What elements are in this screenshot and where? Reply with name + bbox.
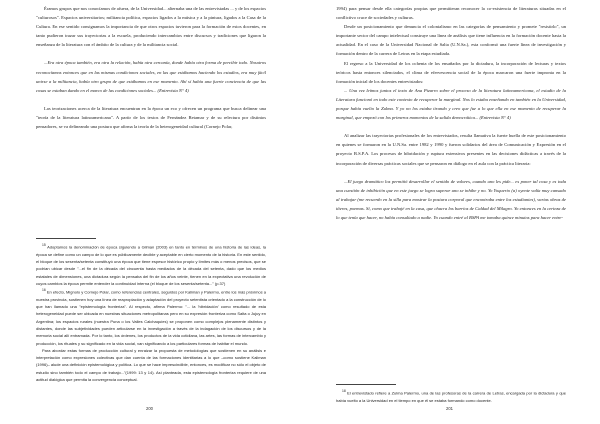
footnote-18: $^{18}$ El entrevistado refiere a Zulma Palermo, una de las profesoras de la carrera de Letras, encargada por la dictadura y que había vuelto a la Universidad en el tiempo en que él se estaba formando como docente.: [336, 389, 566, 403]
right-main-text: [336, 4, 566, 222]
left-paragraph-1: Éramos grupos que nos conocíamos de afuera, de la Universidad... alternaba una de las entrevistadas ... y de los espacios "culturosos". Espacios universitarios; militancia política, espacios ligados a la música y a la pintura, ligados a la Casa de la Cultura. En ese sentido consignamos la importancia de que otros espacios tuvieron para la formación de estos docentes, en tanto pudieron trazar sus trayectorias a la escuela, produciendo intercambios entre discursos y tradiciones que ligaron la enseñanza de la literatura con el ámbito de la cultura y de la militancia social.: [36, 6, 266, 48]
right-page-number: 201: [446, 406, 453, 411]
left-footnotes: [36, 242, 266, 383]
right-interview-quote-1: ... Una vez leímos juntos el texto de Ana Pizarro sobre el proceso de la literatura latinoamericana, el estudio de la Literatura funcionó en todo este contexto de recuperar la marginal. Nos lo estaba enseñando en también en la Universidad, porque había vuelto la Zulma. Y yo no los estaba tirando y creo que fue a lo que ella en ese momento de recuperar la marginal, que empezó con los primeros momentos de la salida democrática... (Entrevista N° 4): [336, 87, 566, 121]
footnote-15: $^{15}$ Adoptamos la denominación de época siguiendo a Gilman (2003) en tanto en términos de una historia de las ideas, la época se define como un campo de lo que es públicamente decible y aceptable en cierto momento de la historia. En este sentido, el bloque de los sesenta/setenta constituyó una época que tiene espesor histórico propio y límites más o menos precisos, que se podrían ubicar desde "...el fin de la década del cincuenta hasta mediados de la década del setenta, dado que los medios estatales de dimensiones, una dictadura según la pensaba del fin de los años veinte, tienen en la expectativa una revolución de cuyos cambios la época permite entender la continuidad interna (el bloque de los sesenta/setenta..." (p.37): [36, 243, 266, 286]
right-page: [300, 0, 600, 424]
left-footnote-rule: [36, 238, 96, 239]
footnote-16-continuation: Para abordar estas formas de producción cultural y enraizar la propuesta de metodologías que sostienen en su análisis e interpretación como expresiones colectivas que dan cuenta de las formaciones identitarias a lo que –como sostiene Kaliman (1996)– alude una definición epistemológica y política. Lo que se hace imprescindible, entonces, es modificar no sólo el objeto de estudio sino también todo el campo de trabajo..."(1999: 13 y 14). Así planteada, esta epistemología fronteriza requiere de una actitud dialógica que permita la convergencia conceptual.: [36, 347, 266, 382]
right-paragraph-2: Desde un posicionamiento que denuncia el colonialismo en las categorías de pensamiento y promete "resistirlo", un importante sector del campo intelectual construye una línea de análisis que tiene influencia en la formación docente hasta la actualidad. En el caso de la Universidad Nacional de Salta (U.N.Sa.), esta conformó una fuerte línea de investigación y formación dentro de la carrera de Letras en la etapa estudiada.: [336, 24, 566, 57]
left-main-text: [36, 4, 266, 131]
right-interview-quote-2: ...El juego dramático los permitió desarrollar el sentido de valores, cuando uno les pide... es poner tal cosa y es toda una cuestión de inhibición que en este juego se logra superar uno se inhibe y no. Yo Yoquerio (a) oyente valía muy cansado al trabajar (me recuerdo en la silla para mostrar la postura corporal que encontraba entre los estudiantes), varias obras de títeres, poemas. Sí, como que trabajé en la casa, que chacra los barrios de Caldad del Milagro. Yo entonces en la certeza de lo que tenía que hacer, no había consultado a nadie. Yo cuando entré al BSPA me tomaba quince minutos para hacer entre-: [336, 178, 566, 220]
right-paragraph-4: Al analizar las trayectorias profesionales de los entrevistados, resulta llamativa la fuerte huella de este posicionamiento en quienes se formaron en la U.N.Sa. entre 1982 y 1990 y fueron solidarios del área de Comunicación y Expresión en el proyecto B.S.P.A. Los procesos de hibridación y ruptura extensivos presentes en las decisiones didácticas a través de la incorporación de diversas prácticas sociales que se pensaron en diálogo en el aula con la práctica literaria:: [336, 133, 566, 166]
right-footnotes: [336, 388, 566, 404]
right-paragraph-3: El regreso a la Universidad de los ochenta de los ensañados por la dictadura, la incorporación de lecturas y textos teóricos hasta entonces silenciados, el clima de efervescencia social de la época marcaron una fuerte impronta en la formación inicial de los docentes entrevistados:: [336, 60, 566, 84]
left-interview-quote: ...Era otra época también, era otra la relación, había otra cercanía, donde había otra forma de percibir todo. Nosotros reconocíamos entonces que en las mismas condiciones sociales, en las que estábamos haciendo los estudios, era muy fácil unirse a la militancia, había otro grupo de que estábamos en ese momento. Ahí sí había una fuerte conciencia de que las cosas se estaban dando en el marco de las condiciones sociales... (Entrevista N° 4): [36, 60, 266, 93]
right-footnote-rule: [336, 384, 396, 385]
footnote-16: $^{16}$ En efecto, Mignolo y Cornejo Polar, como referencias centrales, seguidos por Kaliman y Palermo, entre los más próximos a nuestra provincia, sostienen hoy una línea de reapropiación y adaptación del proyecto setentista orientado a la construcción de lo que han llamado una "epistemología fronteriza". Al respecto, afirma Palermo: "... la 'hibridación' como resultado de esta heterogeneidad puede ser ubicada en nuestras situaciones metropolitanas pero en su expresión fronteriza como Salta o Jujuy en Argentina; los espacios rurales (nuestra Puna o los Valles Calchaquíes) se proponen como complejos plenamente distintos y distantes, donde las subjetividades pueden articularse en la investigación a través de la indagación de los discursos y de la memoria social allí entramada. Por lo tanto, los órdenes, los productos de la vida cotidiana, las artes, las formas de intercambio y producción, los rituales y su significado en la vida social, van significando a los particulares formas de habitar el mundo.: [36, 288, 266, 346]
left-paragraph-2: Las teorizaciones acerca de la literatura encuentran en la época un eco y ofrecen un programa que busca delinear una "teoría de la literatura latinoamericana". A partir de los textos de Fernández Retamar y de su relectura por distintos pensadores, se va delineando una postura que afirma la teoría de la heterogeneidad cultural (Cornejo Polar,: [36, 105, 266, 130]
right-paragraph-1: 1994) para pensar desde ella categorías propias que permitieran reconocer la co-existencia de literaturas situadas en el conflictivo cruce de sociedades y culturas.: [336, 6, 566, 21]
left-page-number: 200: [146, 406, 153, 411]
